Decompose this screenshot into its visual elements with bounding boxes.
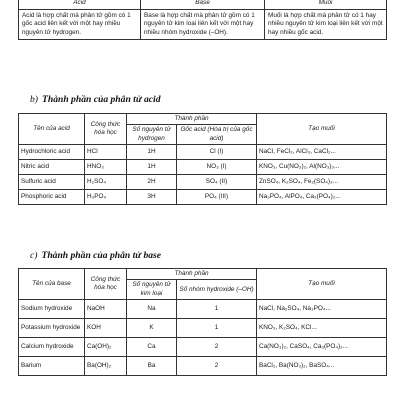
acid-name: Sulfuric acid bbox=[19, 175, 85, 190]
acid-salts: Na₃PO₄, AlPO₄, Ca₃(PO₄)₂... bbox=[257, 190, 387, 205]
base-hydroxide-count: 1 bbox=[177, 319, 257, 338]
base-salts: Ca(NO₃)₂, CaSO₄, Ca₃(PO₄)₂... bbox=[257, 338, 387, 357]
acid-group: Cl (I) bbox=[177, 145, 257, 160]
base-definition: Base là hợp chất mà phân tử gồm có 1 nguyên tử kim loại liên kết với một hay nhiều nhóm hydroxide (–OH). bbox=[141, 10, 265, 40]
acid-hydrogen-count: 1H bbox=[127, 160, 177, 175]
table-row bbox=[19, 319, 387, 338]
table-row bbox=[19, 300, 387, 319]
base-salts: KNO₃, K₂SO₄, KCl... bbox=[257, 319, 387, 338]
base-header-metal-count: Số nguyên tử kim loại bbox=[127, 280, 177, 300]
table-row bbox=[19, 160, 387, 175]
base-name: Potassium hydroxide bbox=[19, 319, 85, 338]
acid-section-title: Thành phần của phân tử acid bbox=[42, 94, 161, 105]
salt-definition: Muối là hợp chất mà phân tử có 1 hay nhiều nguyên tử kim loại liên kết với một hay nhiều gốc acid. bbox=[265, 10, 387, 40]
base-name: Sodium hydroxide bbox=[19, 300, 85, 319]
header-base: Base bbox=[141, 0, 265, 10]
base-name: Barium bbox=[19, 357, 85, 376]
base-hydroxide-count: 1 bbox=[177, 300, 257, 319]
acid-formula: HNO₃ bbox=[85, 160, 127, 175]
acid-header-formula: Công thức hóa học bbox=[85, 114, 127, 145]
base-salts: NaCl, Na₂SO₄, Na₃PO₄... bbox=[257, 300, 387, 319]
acid-table bbox=[18, 113, 387, 205]
acid-salts: KNO₃, Cu(NO₃)₂, Al(NO₃)₃... bbox=[257, 160, 387, 175]
acid-name: Hydrochloric acid bbox=[19, 145, 85, 160]
base-header-composition: Thành phần bbox=[127, 269, 257, 280]
acid-header-acid-group: Gốc acid (Hóa trị của gốc acid) bbox=[177, 125, 257, 145]
table-row bbox=[19, 338, 387, 357]
base-formula: Ba(OH)₂ bbox=[85, 357, 127, 376]
base-header-row bbox=[19, 269, 387, 280]
base-section-label: c) bbox=[30, 250, 38, 261]
acid-hydrogen-count: 1H bbox=[127, 145, 177, 160]
acid-hydrogen-count: 2H bbox=[127, 175, 177, 190]
base-formula: Ca(OH)₂ bbox=[85, 338, 127, 357]
base-header-name: Tên của base bbox=[19, 269, 85, 300]
base-section-title: Thành phần của phân tử base bbox=[41, 250, 162, 261]
base-formula: NaOH bbox=[85, 300, 127, 319]
base-header-salts: Tạo muối bbox=[257, 269, 387, 300]
table-row bbox=[19, 175, 387, 190]
table-row bbox=[19, 357, 387, 376]
acid-formula: H₃PO₄ bbox=[85, 190, 127, 205]
table-row bbox=[19, 145, 387, 160]
acid-formula: HCl bbox=[85, 145, 127, 160]
base-formula: KOH bbox=[85, 319, 127, 338]
table-row bbox=[19, 190, 387, 205]
base-hydroxide-count: 2 bbox=[177, 357, 257, 376]
base-header-formula: Công thức hóa học bbox=[85, 269, 127, 300]
definitions-table bbox=[18, 0, 387, 40]
base-metal: K bbox=[127, 319, 177, 338]
base-table bbox=[18, 268, 387, 376]
acid-section-heading bbox=[30, 94, 161, 105]
acid-group: SO₄ (II) bbox=[177, 175, 257, 190]
base-name: Calcium hydroxide bbox=[19, 338, 85, 357]
base-hydroxide-count: 2 bbox=[177, 338, 257, 357]
acid-group: PO₄ (III) bbox=[177, 190, 257, 205]
acid-header-name: Tên của acid bbox=[19, 114, 85, 145]
base-section-heading bbox=[30, 250, 161, 261]
acid-hydrogen-count: 3H bbox=[127, 190, 177, 205]
base-header-hydroxide-count: Số nhóm hydroxide (–OH) bbox=[177, 280, 257, 300]
base-metal: Ca bbox=[127, 338, 177, 357]
acid-name: Nitric acid bbox=[19, 160, 85, 175]
acid-header-salts: Tạo muối bbox=[257, 114, 387, 145]
acid-name: Phosphoric acid bbox=[19, 190, 85, 205]
acid-definition: Acid là hợp chất mà phân tử gồm có 1 gốc acid liên kết với một hay nhiều nguyên tử hydrogen. bbox=[19, 10, 141, 40]
acid-group: NO₃ (I) bbox=[177, 160, 257, 175]
acid-salts: NaCl, FeCl₂, AlCl₃, CaCl₂... bbox=[257, 145, 387, 160]
definitions-row bbox=[19, 10, 387, 40]
header-acid: Acid bbox=[19, 0, 141, 10]
acid-header-hydrogen-count: Số nguyên tử hydrogen bbox=[127, 125, 177, 145]
definitions-header-row bbox=[19, 0, 387, 10]
acid-formula: H₂SO₄ bbox=[85, 175, 127, 190]
acid-header-composition: Thành phần bbox=[127, 114, 257, 125]
acid-section-label: b) bbox=[30, 94, 38, 105]
base-metal: Ba bbox=[127, 357, 177, 376]
acid-header-row bbox=[19, 114, 387, 125]
acid-salts: ZnSO₄, K₂SO₄, Fe₂(SO₄)₃... bbox=[257, 175, 387, 190]
header-salt: Muối bbox=[265, 0, 387, 10]
base-metal: Na bbox=[127, 300, 177, 319]
base-salts: BaCl₂, Ba(NO₃)₂, BaSO₄... bbox=[257, 357, 387, 376]
